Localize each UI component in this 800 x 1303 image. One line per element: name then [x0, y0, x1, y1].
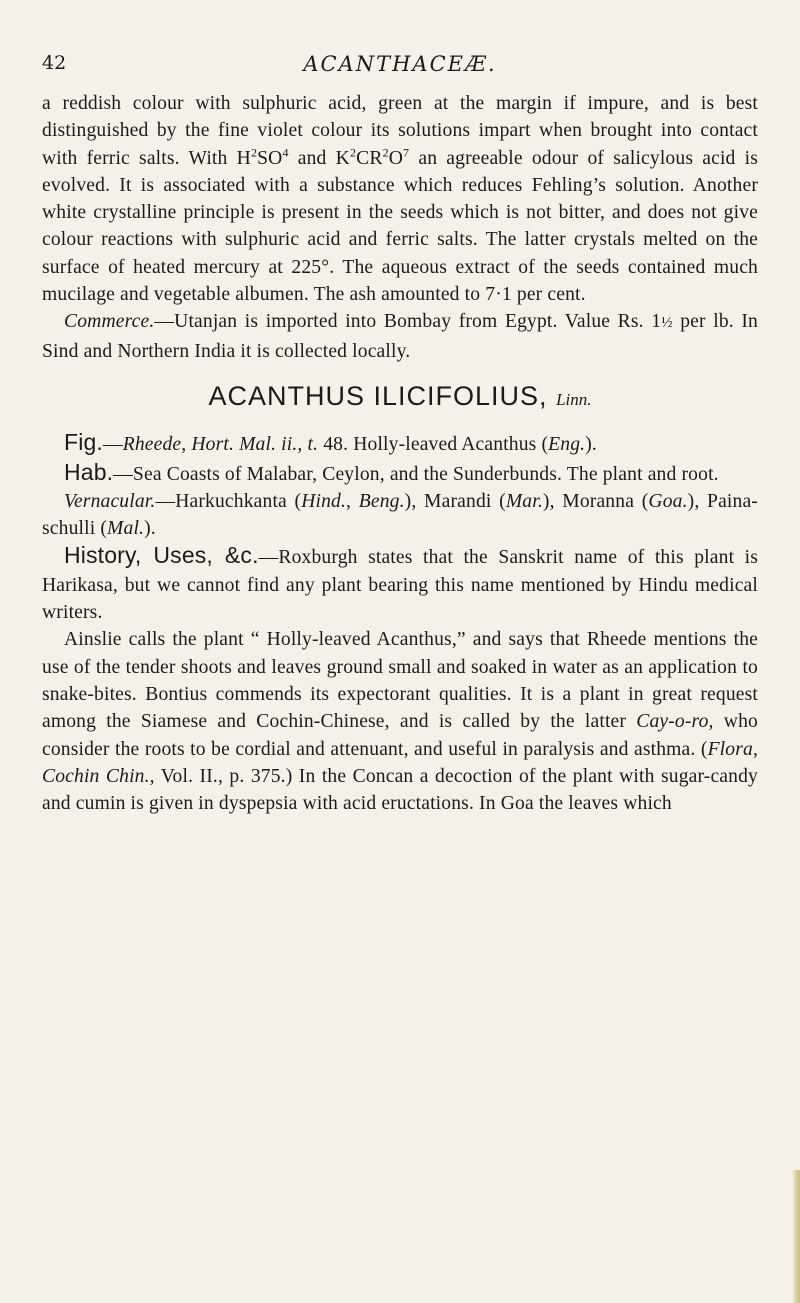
paragraph-chemistry: a reddish colour with sulphuric acid, green at the margin if impure, and is best distinguished by the fine violet colour its solutions impart when brought into contact with ferric salts. With $H^2SO^4$ and $K^2CR^2O^7$ an agreeable odour of salicylous acid is evolved. It is associated with a substance which reduces Fehling’s solution. Another white crystalline principle is present in the seeds which is not bitter, and does not give colour reactions with sulphuric acid and ferric salts. The latter crystals melted on the surface of heated mercury at 225°. The aqueous extract of the seeds contained much mucilage and vegetable albumen. The ash amounted to 7·1 per cent. [42, 93, 759, 306]
running-head: ACANTHACEÆ. [303, 52, 497, 76]
hab-label: Hab. [64, 458, 114, 485]
paragraph-ainslie: Ainslie calls the plant “ Holly-leaved Acanthus,” and says that Rheede mentions the use of the tender shoots and leaves ground small and soaked in water as an application to snake-bites. Bontius commends its expectorant qualities. It is a plant in great request among the Siamese and Cochin-Chinese, and is called by the latter Cay-o-ro, who consider the roots to be cordial and attenuant, and useful in paralysis and asthma. (Flora, Cochin Chin., Vol. II., p. 375.) In the Concan a decoction of the plant with sugar-candy and cumin is given in dyspepsia with acid eructations. In Goa the leaves which [42, 629, 758, 815]
page-edge-stain [792, 1170, 800, 1303]
species-authority: Linn. [556, 389, 592, 409]
species-heading: ACANTHUS ILICIFOLIUS, Linn. [208, 380, 592, 411]
paragraph-hab: Hab.—Sea Coasts of Malabar, Ceylon, and the Sunderbunds. The plant and root. [64, 458, 719, 485]
paragraph-history: History, Uses, &c.—Roxburgh states that the Sanskrit name of this plant is Harikasa, but we cannot find any plant bearing this name mentioned by Hindu medical writers. [42, 542, 759, 624]
vernacular-label: Vernacular. [64, 490, 156, 512]
page-number: 42 [42, 52, 67, 74]
paragraph-fig: Fig.—Rheede, Hort. Mal. ii., t. 48. Holly-leaved Acanthus (Eng.). [64, 429, 597, 456]
paragraph-vernacular: Vernacular.—Harkuchkanta (Hind., Beng.), Marandi (Mar.), Moranna (Goa.), Paina-schulli (Mal.). [42, 490, 758, 540]
history-label: History, Uses, &c. [64, 542, 259, 569]
page-header [0, 52, 800, 82]
body-text [42, 90, 758, 817]
fig-label: Fig. [64, 429, 103, 456]
paragraph-commerce: Commerce.—Utanjan is imported into Bombay from Egypt. Value Rs. 1½ per lb. In Sind and Northern India it is collected locally. [42, 311, 758, 362]
commerce-label: Commerce. [64, 311, 155, 333]
